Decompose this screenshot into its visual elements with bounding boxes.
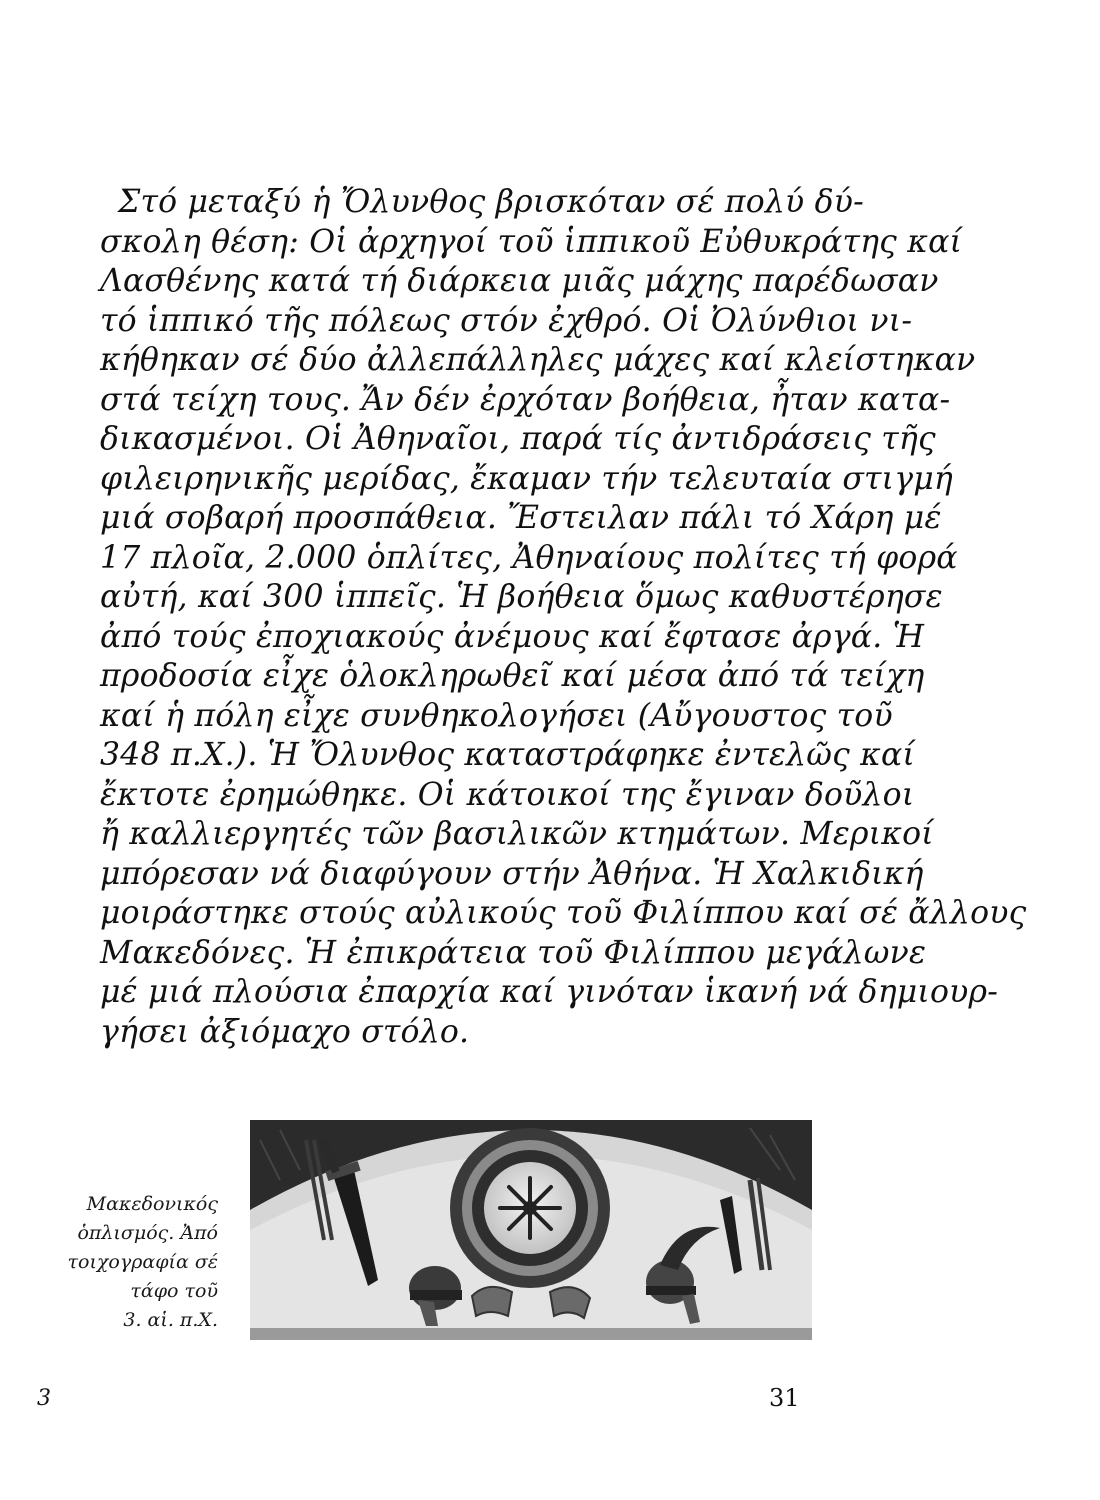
text-line: μέ μιά πλούσια ἐπαρχία καί γινόταν ἱκανή νά δημιουρ- (100, 974, 999, 1010)
text-line: ἤ καλλιεργητές τῶν βασιλικῶν κτημάτων. Μερικοί (100, 816, 934, 852)
text-line: μπόρεσαν νά διαφύγουν στήν Ἀθήνα. Ἡ Χαλκιδική (100, 855, 924, 892)
text-line: προδοσία εἶχε ὁλοκληρωθεῖ καί μέσα ἀπό τά τείχη (100, 658, 925, 694)
text-line: Μακεδόνες. Ἡ ἐπικράτεια τοῦ Φιλίππου μεγάλωνε (100, 934, 927, 971)
caption-line: ὁπλισμός. Ἀπό (77, 1222, 218, 1244)
signature-mark: 3 (37, 1386, 51, 1411)
text-line: μοιράστηκε στούς αὐλικούς τοῦ Φιλίππου καί σέ ἄλλους (100, 895, 1027, 931)
text-line: ἀπό τούς ἐποχιακούς ἀνέμους καί ἔφτασε ἀργά. Ἡ (100, 618, 925, 655)
text-line: ἔκτοτε ἐρημώθηκε. Οἱ κάτοικοί της ἔγιναν δοῦλοι (100, 776, 915, 813)
macedonian-armour-fresco-image (250, 1120, 812, 1340)
text-line: μιά σοβαρή προσπάθεια. Ἔστειλαν πάλι τό Χάρη μέ (100, 500, 942, 536)
figure-caption (50, 1190, 218, 1335)
text-line: Λασθένης κατά τή διάρκεια μιᾶς μάχης παρέδωσαν (100, 263, 939, 299)
page-number: 31 (769, 1384, 800, 1412)
text-line: 17 πλοῖα, 2.000 ὁπλίτες, Ἀθηναίους πολίτες τή φορά (100, 539, 958, 576)
text-line: τό ἱππικό τῆς πόλεως στόν ἐχθρό. Οἱ Ὀλύνθιοι νι- (100, 302, 913, 339)
body-text (100, 183, 1027, 1052)
text-line: σκολη θέση: Οἱ ἀρχηγοί τοῦ ἱππικοῦ Εὐθυκράτης καί (100, 223, 963, 260)
caption-line: Μακεδονικός (86, 1193, 218, 1215)
text-line: γήσει ἀξιόμαχο στόλο. (100, 1013, 470, 1050)
text-line: Στό μεταξύ ἡ Ὄλυνθος βρισκόταν σέ πολύ δύ- (118, 184, 864, 220)
caption-line: τάφο τοῦ (130, 1280, 218, 1302)
text-line: 348 π.Χ.). Ἡ Ὄλυνθος καταστράφηκε ἐντελῶς καί (100, 737, 916, 773)
text-line: δικασμένοι. Οἱ Ἀθηναῖοι, παρά τίς ἀντιδράσεις τῆς (100, 421, 936, 457)
text-line: αὐτή, καί 300 ἱππεῖς. Ἡ βοήθεια ὅμως καθυστέρησε (100, 579, 943, 615)
text-line: κήθηκαν σέ δύο ἀλλεπάλληλες μάχες καί κλείστηκαν (100, 342, 976, 378)
macedonian-armour-fresco-icon (250, 1120, 812, 1340)
text-line: φιλειρηνικῆς μερίδας, ἔκαμαν τήν τελευταία στιγμή (100, 460, 953, 497)
text-line: στά τείχη τους. Ἄν δέν ἐρχόταν βοήθεια, ἦταν κατα- (100, 381, 951, 418)
caption-line: 3. αἱ. π.Χ. (123, 1309, 218, 1331)
caption-line: τοιχογραφία σέ (67, 1251, 218, 1273)
text-line: καί ἡ πόλη εἶχε συνθηκολογήσει (Αὔγουστος τοῦ (100, 697, 893, 734)
